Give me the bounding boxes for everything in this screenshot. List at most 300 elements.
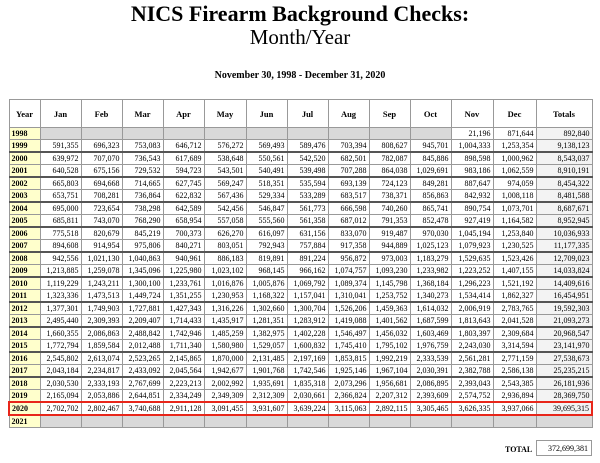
month-cell: 887,647 bbox=[451, 177, 493, 190]
month-cell: 696,323 bbox=[81, 140, 122, 153]
table-row bbox=[9, 390, 592, 403]
month-cell: 1,956,681 bbox=[369, 377, 410, 390]
month-cell: 542,520 bbox=[287, 152, 328, 165]
year-cell: 1999 bbox=[9, 140, 40, 153]
month-cell: 567,436 bbox=[204, 190, 246, 203]
month-cell: 2,393,609 bbox=[410, 390, 451, 403]
month-cell: 1,711,340 bbox=[163, 340, 204, 353]
table-row bbox=[9, 190, 592, 203]
year-cell: 2019 bbox=[9, 390, 40, 403]
month-cell: 627,745 bbox=[163, 177, 204, 190]
month-cell: 1,835,318 bbox=[287, 377, 328, 390]
month-cell: 942,556 bbox=[40, 252, 81, 265]
month-cell: 833,070 bbox=[328, 227, 369, 240]
month-cell: 666,598 bbox=[328, 202, 369, 215]
month-cell: 1,008,118 bbox=[493, 190, 536, 203]
month-cell: 1,402,228 bbox=[287, 327, 328, 340]
month-cell: 1,223,252 bbox=[451, 265, 493, 278]
month-cell: 1,772,794 bbox=[40, 340, 81, 353]
month-cell: 518,351 bbox=[246, 177, 287, 190]
column-header: Aug bbox=[328, 100, 369, 128]
month-cell: 968,145 bbox=[246, 265, 287, 278]
month-cell: 1,025,123 bbox=[410, 240, 451, 253]
month-cell: 2,393,043 bbox=[451, 377, 493, 390]
month-cell: 1,853,815 bbox=[328, 352, 369, 365]
month-cell: 1,230,525 bbox=[493, 240, 536, 253]
month-cell: 1,745,410 bbox=[328, 340, 369, 353]
total-cell: 8,454,322 bbox=[536, 177, 592, 190]
month-cell: 1,345,096 bbox=[122, 265, 163, 278]
month-cell: 723,654 bbox=[81, 202, 122, 215]
month-cell: 1,340,273 bbox=[410, 290, 451, 303]
month-cell: 1,526,206 bbox=[328, 302, 369, 315]
month-cell bbox=[287, 415, 328, 428]
month-cell: 1,069,792 bbox=[287, 277, 328, 290]
date-range: November 30, 1998 - December 31, 2020 bbox=[214, 70, 386, 81]
column-header: Mar bbox=[122, 100, 163, 128]
month-cell bbox=[410, 128, 451, 140]
month-cell: 966,162 bbox=[287, 265, 328, 278]
month-cell: 665,803 bbox=[40, 177, 81, 190]
month-cell: 1,859,584 bbox=[81, 340, 122, 353]
month-cell bbox=[287, 128, 328, 140]
month-cell: 2,771,159 bbox=[493, 352, 536, 365]
month-cell: 2,802,467 bbox=[81, 402, 122, 415]
month-cell: 1,449,724 bbox=[122, 290, 163, 303]
month-cell: 1,062,559 bbox=[493, 165, 536, 178]
table-row bbox=[9, 177, 592, 190]
month-cell: 3,314,594 bbox=[493, 340, 536, 353]
month-cell: 1,925,146 bbox=[328, 365, 369, 378]
month-cell: 1,316,226 bbox=[204, 302, 246, 315]
month-cell: 1,281,351 bbox=[246, 315, 287, 328]
month-cell: 1,005,876 bbox=[246, 277, 287, 290]
month-cell: 1,040,863 bbox=[122, 252, 163, 265]
month-cell: 2,312,309 bbox=[246, 390, 287, 403]
grand-total-label: TOTAL bbox=[505, 445, 533, 454]
month-cell: 1,862,327 bbox=[493, 290, 536, 303]
year-cell: 2003 bbox=[9, 190, 40, 203]
month-cell: 1,243,211 bbox=[81, 277, 122, 290]
month-cell: 2,433,092 bbox=[122, 365, 163, 378]
month-cell: 845,886 bbox=[410, 152, 451, 165]
month-cell: 1,580,980 bbox=[204, 340, 246, 353]
month-cell: 803,051 bbox=[204, 240, 246, 253]
month-cell: 538,648 bbox=[204, 152, 246, 165]
month-cell: 2,586,138 bbox=[493, 365, 536, 378]
month-cell: 2,333,539 bbox=[410, 352, 451, 365]
month-cell: 1,074,757 bbox=[328, 265, 369, 278]
table-row bbox=[9, 165, 592, 178]
month-cell: 617,689 bbox=[163, 152, 204, 165]
month-cell: 2,086,895 bbox=[410, 377, 451, 390]
month-cell: 2,644,851 bbox=[122, 390, 163, 403]
month-cell: 1,029,691 bbox=[410, 165, 451, 178]
table-row bbox=[9, 290, 592, 303]
year-cell: 2004 bbox=[9, 202, 40, 215]
month-cell: 1,870,000 bbox=[204, 352, 246, 365]
month-cell: 2,030,530 bbox=[40, 377, 81, 390]
month-cell: 724,123 bbox=[369, 177, 410, 190]
month-cell: 1,523,426 bbox=[493, 252, 536, 265]
total-cell: 21,093,273 bbox=[536, 315, 592, 328]
month-cell: 738,298 bbox=[122, 202, 163, 215]
month-cell: 738,371 bbox=[369, 190, 410, 203]
month-cell: 1,183,279 bbox=[410, 252, 451, 265]
total-cell: 26,181,936 bbox=[536, 377, 592, 390]
month-cell: 1,351,255 bbox=[163, 290, 204, 303]
month-cell: 768,290 bbox=[122, 215, 163, 228]
year-cell: 2009 bbox=[9, 265, 40, 278]
year-cell: 2010 bbox=[9, 277, 40, 290]
month-cell: 1,310,041 bbox=[328, 290, 369, 303]
month-cell: 535,594 bbox=[287, 177, 328, 190]
month-cell: 782,087 bbox=[369, 152, 410, 165]
month-cell: 1,427,343 bbox=[163, 302, 204, 315]
month-cell bbox=[40, 415, 81, 428]
month-cell: 1,000,962 bbox=[493, 152, 536, 165]
month-cell: 2,309,393 bbox=[81, 315, 122, 328]
month-cell: 1,742,946 bbox=[163, 327, 204, 340]
month-cell: 944,889 bbox=[369, 240, 410, 253]
month-cell: 914,954 bbox=[81, 240, 122, 253]
month-cell: 1,259,078 bbox=[81, 265, 122, 278]
year-cell: 2005 bbox=[9, 215, 40, 228]
month-cell: 1,213,885 bbox=[40, 265, 81, 278]
month-cell: 555,560 bbox=[246, 215, 287, 228]
month-cell bbox=[369, 415, 410, 428]
month-cell: 2,783,765 bbox=[493, 302, 536, 315]
month-cell: 2,488,842 bbox=[122, 327, 163, 340]
column-header: Nov bbox=[451, 100, 493, 128]
month-cell: 1,145,798 bbox=[369, 277, 410, 290]
month-cell: 898,598 bbox=[451, 152, 493, 165]
table-row bbox=[9, 315, 592, 328]
month-cell: 1,023,102 bbox=[204, 265, 246, 278]
table-row bbox=[9, 277, 592, 290]
month-cell: 1,529,057 bbox=[246, 340, 287, 353]
month-cell: 2,243,030 bbox=[451, 340, 493, 353]
total-cell: 19,592,303 bbox=[536, 302, 592, 315]
month-cell: 1,813,643 bbox=[451, 315, 493, 328]
year-cell: 2012 bbox=[9, 302, 40, 315]
column-header: Sep bbox=[369, 100, 410, 128]
month-cell: 2,309,684 bbox=[493, 327, 536, 340]
month-cell: 1,521,192 bbox=[493, 277, 536, 290]
month-cell: 707,288 bbox=[328, 165, 369, 178]
year-cell: 2002 bbox=[9, 177, 40, 190]
month-cell: 1,045,194 bbox=[451, 227, 493, 240]
month-cell: 890,754 bbox=[451, 202, 493, 215]
month-cell: 856,863 bbox=[410, 190, 451, 203]
month-cell: 540,491 bbox=[246, 165, 287, 178]
month-cell: 1,795,102 bbox=[369, 340, 410, 353]
month-cell: 945,701 bbox=[410, 140, 451, 153]
year-cell: 2017 bbox=[9, 365, 40, 378]
month-cell: 1,089,374 bbox=[328, 277, 369, 290]
total-cell: 27,538,673 bbox=[536, 352, 592, 365]
month-cell: 1,225,980 bbox=[163, 265, 204, 278]
month-cell: 2,936,894 bbox=[493, 390, 536, 403]
month-cell: 1,529,635 bbox=[451, 252, 493, 265]
table-row bbox=[9, 128, 592, 140]
month-cell: 791,353 bbox=[369, 215, 410, 228]
month-cell: 2,911,128 bbox=[163, 402, 204, 415]
grand-total-value: 372,699,381 bbox=[536, 440, 592, 456]
table-row bbox=[9, 215, 592, 228]
month-cell: 2,349,309 bbox=[204, 390, 246, 403]
month-cell: 743,070 bbox=[81, 215, 122, 228]
month-cell: 919,487 bbox=[369, 227, 410, 240]
total-cell: 14,409,616 bbox=[536, 277, 592, 290]
month-cell: 1,727,881 bbox=[122, 302, 163, 315]
month-cell: 975,806 bbox=[122, 240, 163, 253]
total-cell: 11,177,335 bbox=[536, 240, 592, 253]
month-cell: 622,832 bbox=[163, 190, 204, 203]
month-cell: 533,289 bbox=[287, 190, 328, 203]
month-cell: 2,495,440 bbox=[40, 315, 81, 328]
month-cell: 576,272 bbox=[204, 140, 246, 153]
month-cell: 1,296,223 bbox=[451, 277, 493, 290]
column-header: Jan bbox=[40, 100, 81, 128]
month-cell: 956,872 bbox=[328, 252, 369, 265]
month-cell: 700,373 bbox=[163, 227, 204, 240]
month-cell: 591,355 bbox=[40, 140, 81, 153]
month-cell: 1,935,691 bbox=[246, 377, 287, 390]
month-cell: 653,751 bbox=[40, 190, 81, 203]
table-row bbox=[9, 227, 592, 240]
month-cell: 1,021,130 bbox=[81, 252, 122, 265]
table-header bbox=[9, 100, 592, 128]
month-cell: 2,012,488 bbox=[122, 340, 163, 353]
month-cell: 569,247 bbox=[204, 177, 246, 190]
total-cell: 892,840 bbox=[536, 128, 592, 140]
month-cell: 683,517 bbox=[328, 190, 369, 203]
month-cell bbox=[246, 128, 287, 140]
month-cell: 2,086,863 bbox=[81, 327, 122, 340]
month-cell: 546,847 bbox=[246, 202, 287, 215]
total-cell: 23,141,970 bbox=[536, 340, 592, 353]
month-cell: 1,401,562 bbox=[369, 315, 410, 328]
month-cell: 2,165,094 bbox=[40, 390, 81, 403]
month-cell bbox=[246, 415, 287, 428]
month-cell: 1,073,701 bbox=[493, 202, 536, 215]
month-cell: 1,368,184 bbox=[410, 277, 451, 290]
month-cell: 675,156 bbox=[81, 165, 122, 178]
month-cell: 703,394 bbox=[328, 140, 369, 153]
month-cell bbox=[81, 128, 122, 140]
total-cell: 25,235,215 bbox=[536, 365, 592, 378]
month-cell: 1,687,599 bbox=[410, 315, 451, 328]
table-row bbox=[9, 240, 592, 253]
month-cell: 894,608 bbox=[40, 240, 81, 253]
total-cell: 8,952,945 bbox=[536, 215, 592, 228]
month-cell: 970,030 bbox=[410, 227, 451, 240]
month-cell: 1,016,876 bbox=[204, 277, 246, 290]
month-cell: 1,382,975 bbox=[246, 327, 287, 340]
month-cell: 2,702,702 bbox=[40, 402, 81, 415]
month-cell: 1,283,912 bbox=[287, 315, 328, 328]
month-cell: 3,305,465 bbox=[410, 402, 451, 415]
month-cell: 1,253,840 bbox=[493, 227, 536, 240]
month-cell: 1,742,546 bbox=[287, 365, 328, 378]
column-header: Year bbox=[9, 100, 40, 128]
month-cell: 2,209,407 bbox=[122, 315, 163, 328]
month-cell: 842,932 bbox=[451, 190, 493, 203]
month-cell: 3,639,224 bbox=[287, 402, 328, 415]
month-cell: 682,501 bbox=[328, 152, 369, 165]
month-cell: 775,518 bbox=[40, 227, 81, 240]
year-cell: 2001 bbox=[9, 165, 40, 178]
month-cell: 2,234,817 bbox=[81, 365, 122, 378]
total-cell: 16,454,951 bbox=[536, 290, 592, 303]
month-cell bbox=[163, 128, 204, 140]
table-row bbox=[9, 352, 592, 365]
month-cell: 2,131,485 bbox=[246, 352, 287, 365]
month-cell: 1,233,982 bbox=[410, 265, 451, 278]
month-cell: 550,561 bbox=[246, 152, 287, 165]
month-cell: 1,546,497 bbox=[328, 327, 369, 340]
month-cell: 2,545,802 bbox=[40, 352, 81, 365]
total-cell: 14,033,824 bbox=[536, 265, 592, 278]
month-cell: 543,501 bbox=[204, 165, 246, 178]
month-cell: 2,523,265 bbox=[122, 352, 163, 365]
page-subtitle: Month/Year bbox=[249, 25, 351, 49]
month-cell: 1,749,903 bbox=[81, 302, 122, 315]
month-cell: 852,478 bbox=[410, 215, 451, 228]
month-cell: 2,006,919 bbox=[451, 302, 493, 315]
month-cell: 693,139 bbox=[328, 177, 369, 190]
column-header: Jun bbox=[246, 100, 287, 128]
table-row bbox=[9, 152, 592, 165]
month-cell: 1,119,229 bbox=[40, 277, 81, 290]
month-cell bbox=[81, 415, 122, 428]
month-cell: 973,003 bbox=[369, 252, 410, 265]
month-cell: 542,456 bbox=[204, 202, 246, 215]
month-cell bbox=[204, 128, 246, 140]
total-cell: 9,138,123 bbox=[536, 140, 592, 153]
month-cell: 687,012 bbox=[328, 215, 369, 228]
month-cell: 1,300,100 bbox=[122, 277, 163, 290]
total-cell: 8,687,671 bbox=[536, 202, 592, 215]
month-cell: 2,334,249 bbox=[163, 390, 204, 403]
month-cell: 1,419,088 bbox=[328, 315, 369, 328]
month-cell: 2,030,661 bbox=[287, 390, 328, 403]
month-cell: 2,041,528 bbox=[493, 315, 536, 328]
month-cell: 1,614,032 bbox=[410, 302, 451, 315]
month-cell: 819,891 bbox=[246, 252, 287, 265]
total-cell: 28,369,750 bbox=[536, 390, 592, 403]
month-cell: 757,884 bbox=[287, 240, 328, 253]
month-cell: 820,679 bbox=[81, 227, 122, 240]
table-row bbox=[9, 327, 592, 340]
month-cell: 708,281 bbox=[81, 190, 122, 203]
month-cell: 864,038 bbox=[369, 165, 410, 178]
month-cell: 865,741 bbox=[410, 202, 451, 215]
year-cell: 2015 bbox=[9, 340, 40, 353]
column-header: Apr bbox=[163, 100, 204, 128]
month-cell: 2,197,169 bbox=[287, 352, 328, 365]
month-cell: 569,493 bbox=[246, 140, 287, 153]
checks-table bbox=[8, 99, 593, 428]
year-cell: 2021 bbox=[9, 415, 40, 428]
year-cell: 2020 bbox=[9, 402, 40, 415]
month-cell: 1,253,354 bbox=[493, 140, 536, 153]
table-row bbox=[9, 140, 592, 153]
month-cell: 886,183 bbox=[204, 252, 246, 265]
total-cell: 10,036,933 bbox=[536, 227, 592, 240]
month-cell: 631,156 bbox=[287, 227, 328, 240]
month-cell: 871,644 bbox=[493, 128, 536, 140]
month-cell: 2,767,699 bbox=[122, 377, 163, 390]
month-cell: 1,004,333 bbox=[451, 140, 493, 153]
month-cell: 1,302,660 bbox=[246, 302, 287, 315]
month-cell: 1,600,832 bbox=[287, 340, 328, 353]
month-cell: 917,358 bbox=[328, 240, 369, 253]
month-cell bbox=[122, 415, 163, 428]
month-cell: 2,574,752 bbox=[451, 390, 493, 403]
month-cell: 3,626,335 bbox=[451, 402, 493, 415]
month-cell: 792,943 bbox=[246, 240, 287, 253]
month-cell bbox=[369, 128, 410, 140]
month-cell: 707,070 bbox=[81, 152, 122, 165]
month-cell: 753,083 bbox=[122, 140, 163, 153]
month-cell: 2,561,281 bbox=[451, 352, 493, 365]
column-header: Dec bbox=[493, 100, 536, 128]
month-cell: 1,164,582 bbox=[493, 215, 536, 228]
month-cell: 849,281 bbox=[410, 177, 451, 190]
month-cell bbox=[163, 415, 204, 428]
column-header: Jul bbox=[287, 100, 328, 128]
month-cell: 1,660,355 bbox=[40, 327, 81, 340]
month-cell bbox=[40, 128, 81, 140]
month-cell: 529,334 bbox=[246, 190, 287, 203]
month-cell: 1,093,230 bbox=[369, 265, 410, 278]
table-row bbox=[9, 265, 592, 278]
month-cell: 974,059 bbox=[493, 177, 536, 190]
month-cell: 1,435,917 bbox=[204, 315, 246, 328]
month-cell bbox=[410, 415, 451, 428]
month-cell: 594,723 bbox=[163, 165, 204, 178]
month-cell bbox=[493, 415, 536, 428]
month-cell: 21,196 bbox=[451, 128, 493, 140]
month-cell: 714,665 bbox=[122, 177, 163, 190]
month-cell: 2,045,564 bbox=[163, 365, 204, 378]
month-cell: 3,091,455 bbox=[204, 402, 246, 415]
month-cell: 3,937,066 bbox=[493, 402, 536, 415]
month-cell: 1,456,032 bbox=[369, 327, 410, 340]
month-cell: 740,260 bbox=[369, 202, 410, 215]
month-cell: 1,603,469 bbox=[410, 327, 451, 340]
table-row bbox=[9, 415, 592, 428]
table-row bbox=[9, 252, 592, 265]
year-cell: 2000 bbox=[9, 152, 40, 165]
total-cell: 8,481,588 bbox=[536, 190, 592, 203]
month-cell: 736,864 bbox=[122, 190, 163, 203]
month-cell: 1,942,677 bbox=[204, 365, 246, 378]
total-cell: 8,910,191 bbox=[536, 165, 592, 178]
month-cell: 736,543 bbox=[122, 152, 163, 165]
month-cell: 1,407,155 bbox=[493, 265, 536, 278]
year-cell: 2016 bbox=[9, 352, 40, 365]
month-cell: 557,058 bbox=[204, 215, 246, 228]
year-cell: 2013 bbox=[9, 315, 40, 328]
month-cell: 1,714,433 bbox=[163, 315, 204, 328]
month-cell: 694,668 bbox=[81, 177, 122, 190]
total-cell: 12,709,023 bbox=[536, 252, 592, 265]
month-cell: 561,358 bbox=[287, 215, 328, 228]
month-cell: 658,954 bbox=[163, 215, 204, 228]
